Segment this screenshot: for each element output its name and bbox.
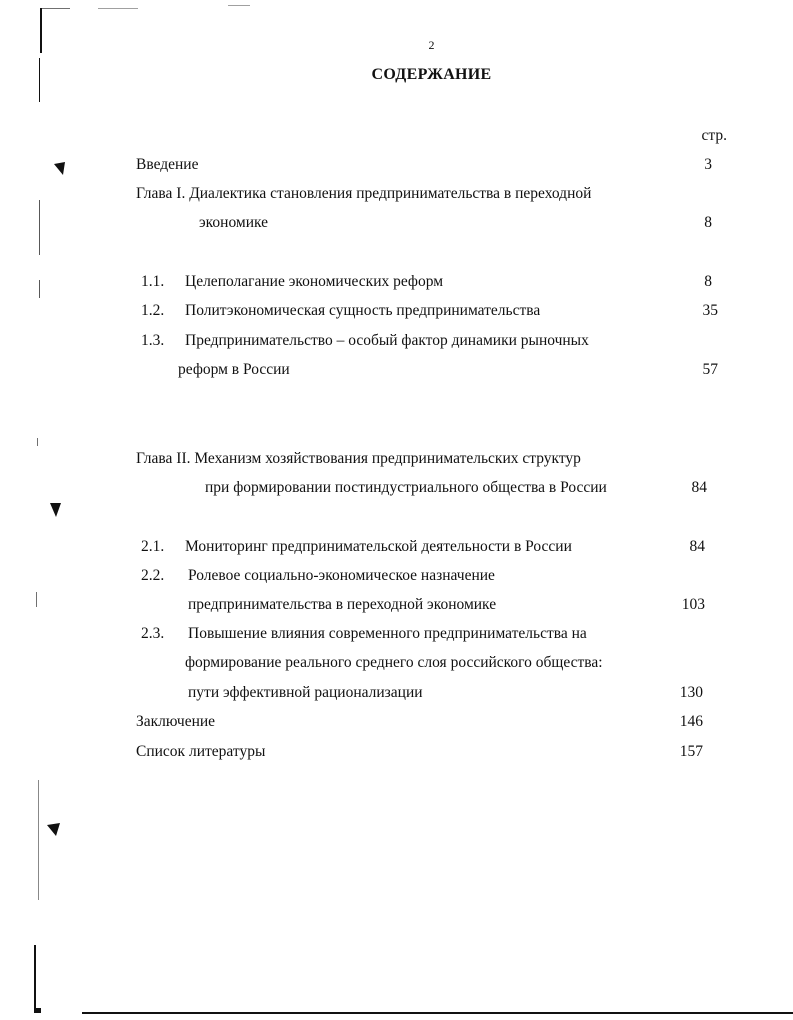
toc-entry-1-3-line1: Предпринимательство – особый фактор динамики рыночных (185, 332, 589, 349)
toc-page-2-2: 103 (681, 596, 705, 613)
scan-bottom-line (82, 1012, 793, 1014)
punch-hole-mark (49, 502, 63, 518)
toc-entry-conclusion: Заключение (136, 713, 216, 730)
scan-edge-line (34, 945, 36, 1013)
scan-edge-line (37, 438, 38, 446)
page-number: 2 (428, 38, 435, 52)
toc-entry-ch1-line2: экономике (199, 214, 269, 231)
page-column-label: стр. (701, 127, 727, 144)
toc-entry-ch2-line1: Глава II. Механизм хозяйствования предпринимательских структур (136, 450, 581, 467)
punch-hole-mark (52, 160, 68, 176)
page-title: СОДЕРЖАНИЕ (371, 66, 492, 83)
toc-entry-2-1: Мониторинг предпринимательской деятельности в России (185, 538, 572, 555)
scan-edge-line (36, 592, 37, 607)
toc-page-bibliography: 157 (679, 743, 703, 760)
toc-num-2-3: 2.3. (141, 625, 165, 642)
toc-page-ch1: 8 (704, 214, 712, 231)
toc-entry-2-3-line1: Повышение влияния современного предпринимательства на (188, 625, 587, 642)
toc-entry-bibliography: Список литературы (136, 743, 266, 760)
toc-entry-intro: Введение (136, 156, 199, 173)
toc-num-1-1: 1.1. (141, 273, 165, 290)
toc-entry-1-3-line2: реформ в России (178, 361, 290, 378)
scan-edge-line (39, 58, 40, 102)
toc-page-1-3: 57 (702, 361, 718, 378)
toc-entry-1-1: Целеполагание экономических реформ (185, 273, 444, 290)
scan-edge-line (39, 200, 40, 255)
toc-num-1-3: 1.3. (141, 332, 165, 349)
toc-page-conclusion: 146 (679, 713, 703, 730)
toc-entry-2-3-line2: формирование реального среднего слоя российского общества: (185, 654, 603, 671)
scan-edge-line (98, 8, 138, 9)
scan-edge-line (228, 5, 250, 6)
toc-page-2-3: 130 (679, 684, 703, 701)
toc-entry-1-2: Политэкономическая сущность предпринимательства (185, 302, 541, 319)
toc-num-2-2: 2.2. (141, 567, 165, 584)
scan-edge-line (40, 8, 42, 53)
toc-page-1-2: 35 (702, 302, 718, 319)
punch-hole-mark (46, 822, 62, 838)
toc-page-1-1: 8 (704, 273, 712, 290)
toc-num-1-2: 1.2. (141, 302, 165, 319)
scan-edge-line (39, 280, 40, 298)
toc-num-2-1: 2.1. (141, 538, 165, 555)
toc-entry-ch2-line2: при формировании постиндустриального общества в России (205, 479, 607, 496)
toc-entry-ch1-line1: Глава I. Диалектика становления предпринимательства в переходной (136, 185, 592, 202)
scan-edge-line (38, 780, 39, 900)
toc-page-2-1: 84 (689, 538, 705, 555)
scan-edge-line (34, 1008, 41, 1013)
toc-entry-2-3-line3: пути эффективной рационализации (188, 684, 423, 701)
toc-entry-2-2-line1: Ролевое социально-экономическое назначение (188, 567, 495, 584)
toc-page-ch2: 84 (691, 479, 707, 496)
scan-edge-line (40, 8, 70, 9)
toc-page-intro: 3 (704, 156, 712, 173)
toc-entry-2-2-line2: предпринимательства в переходной экономике (188, 596, 497, 613)
